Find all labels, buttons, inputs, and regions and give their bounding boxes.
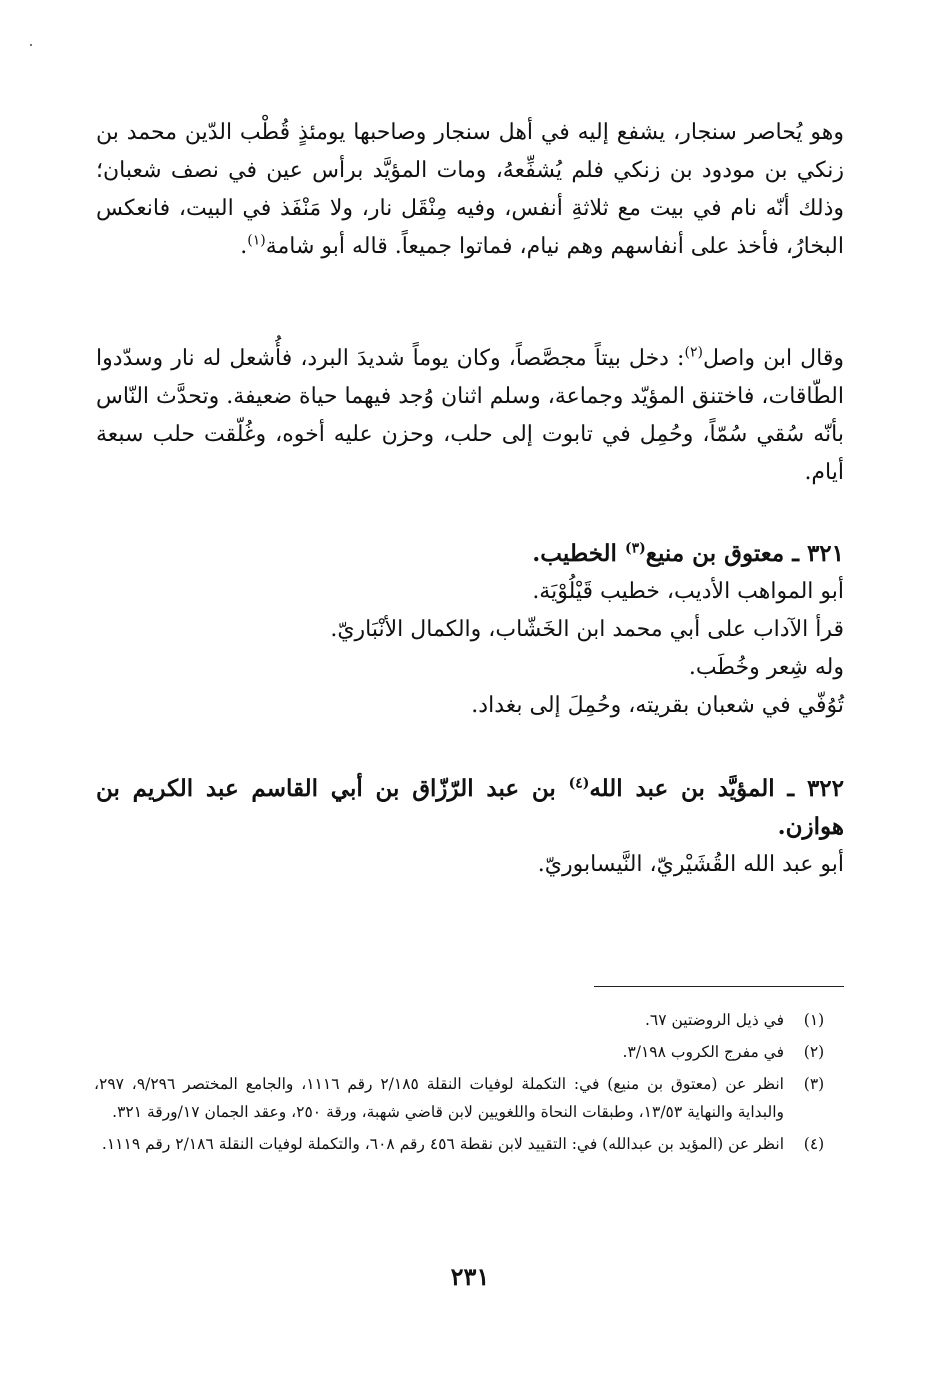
biography-entry-321 — [96, 535, 844, 725]
paragraph-text: وهو يُحاصر سنجار، يشفع إليه في أهل سنجار وصاحبها يومئذٍ قُطْب الدّين محمد بن زنكي بن مودود بن زنكي فلم يُشفِّعهُ، ومات المؤيَّد برأس عين في نصف شعبان؛ وذلك أنّه نام في بيت مع ثلاثةِ أنفس، وفيه مِنْقَل نار، ولا مَنْفَذ في البيت، فانعكس البخارُ، فأخذ على أنفاسهم وهم نيام، فماتوا جميعاً. قاله أبو شامة — [96, 120, 844, 259]
footnote-item — [94, 1130, 844, 1158]
footnote-item — [94, 1006, 844, 1034]
entry-line: قرأ الآداب على أبي محمد ابن الخَشّاب، والكمال الأنْبَاريّ. — [330, 617, 844, 642]
entry-heading-end: بن عبد الرّزّاق بن أبي القاسم عبد الكريم بن هوازن. — [96, 775, 844, 840]
page-number: ٢٣١ — [450, 1262, 490, 1291]
footnote-text: انظر عن (المؤيد بن عبدالله) في: التقييد لابن نقطة ٤٥٦ رقم ٦٠٨، والتكملة لوفيات النقلة ٢/١٨٦ رقم ١١١٩. — [101, 1135, 784, 1153]
footnote-number: (٣) — [803, 1075, 825, 1093]
footnote-divider — [594, 986, 844, 987]
footnotes-section — [94, 1006, 844, 1162]
paragraph-text-rest: : دخل بيتاً مجصَّصاً، وكان يوماً شديدَ البرد، فأُشعل له نار وسدّدوا الطّاقات، فاختنق المؤيّد وجماعة، وسلم اثنان وُجد فيهما حياة ضعيفة. وتحدَّث النّاس بأنّه سُقي سُمّاً، وحُمِل في تابوت إلى حلب، وحزن عليه أخوه، وغُلّقت حلب سبعة أيام. — [96, 346, 844, 485]
paragraph-end: . — [240, 234, 248, 259]
entry-heading — [96, 535, 844, 573]
biography-entry-322 — [96, 770, 844, 884]
entry-heading — [96, 770, 844, 846]
entry-heading-end: الخطيب. — [532, 540, 625, 567]
footnote-item — [94, 1070, 844, 1126]
footnote-number: (٢) — [803, 1043, 825, 1061]
paragraph-abu-shama — [96, 114, 844, 266]
footnote-text: في مفرج الكروب ٣/١٩٨. — [622, 1043, 784, 1061]
entry-heading-text: ٣٢١ ـ معتوق بن منيع — [645, 540, 844, 567]
entry-line: أبو المواهب الأديب، خطيب قَيْلُوْيَة. — [532, 579, 844, 604]
entry-line: وله شِعر وخُطَب. — [688, 655, 844, 680]
footnote-ref-4: (٤) — [568, 775, 590, 792]
footnote-ref-3: (٣) — [624, 540, 646, 557]
entry-line: أبو عبد الله القُشَيْريّ، النَّيسابوريّ. — [537, 852, 844, 877]
footnote-ref-2: (٢) — [684, 344, 703, 361]
footnote-number: (٤) — [803, 1135, 825, 1153]
footnote-text: في ذيل الروضتين ٦٧. — [644, 1011, 784, 1029]
scan-speck — [30, 44, 32, 46]
paragraph-ibn-wasil — [96, 340, 844, 492]
entry-line: تُوُفّي في شعبان بقريته، وحُمِلَ إلى بغداد. — [471, 693, 844, 718]
footnote-ref-1: (١) — [247, 232, 266, 249]
footnote-number: (١) — [803, 1011, 825, 1029]
entry-heading-text: ٣٢٢ ـ المؤيَّد بن عبد الله — [589, 775, 844, 802]
footnote-text: انظر عن (معتوق بن منيع) في: التكملة لوفيات النقلة ٢/١٨٥ رقم ١١١٦، والجامع المختصر ٩/٢٩٦، ٢٩٧، والبداية والنهاية ١٣/٥٣، وطبقات النحاة واللغويين لابن قاضي شهبة، ورقة ٢٥٠، وعقد الجمان ١٧/ورقة ٣٢١. — [94, 1075, 784, 1121]
paragraph-text-start: وقال ابن واصل — [702, 346, 844, 371]
footnote-item — [94, 1038, 844, 1066]
